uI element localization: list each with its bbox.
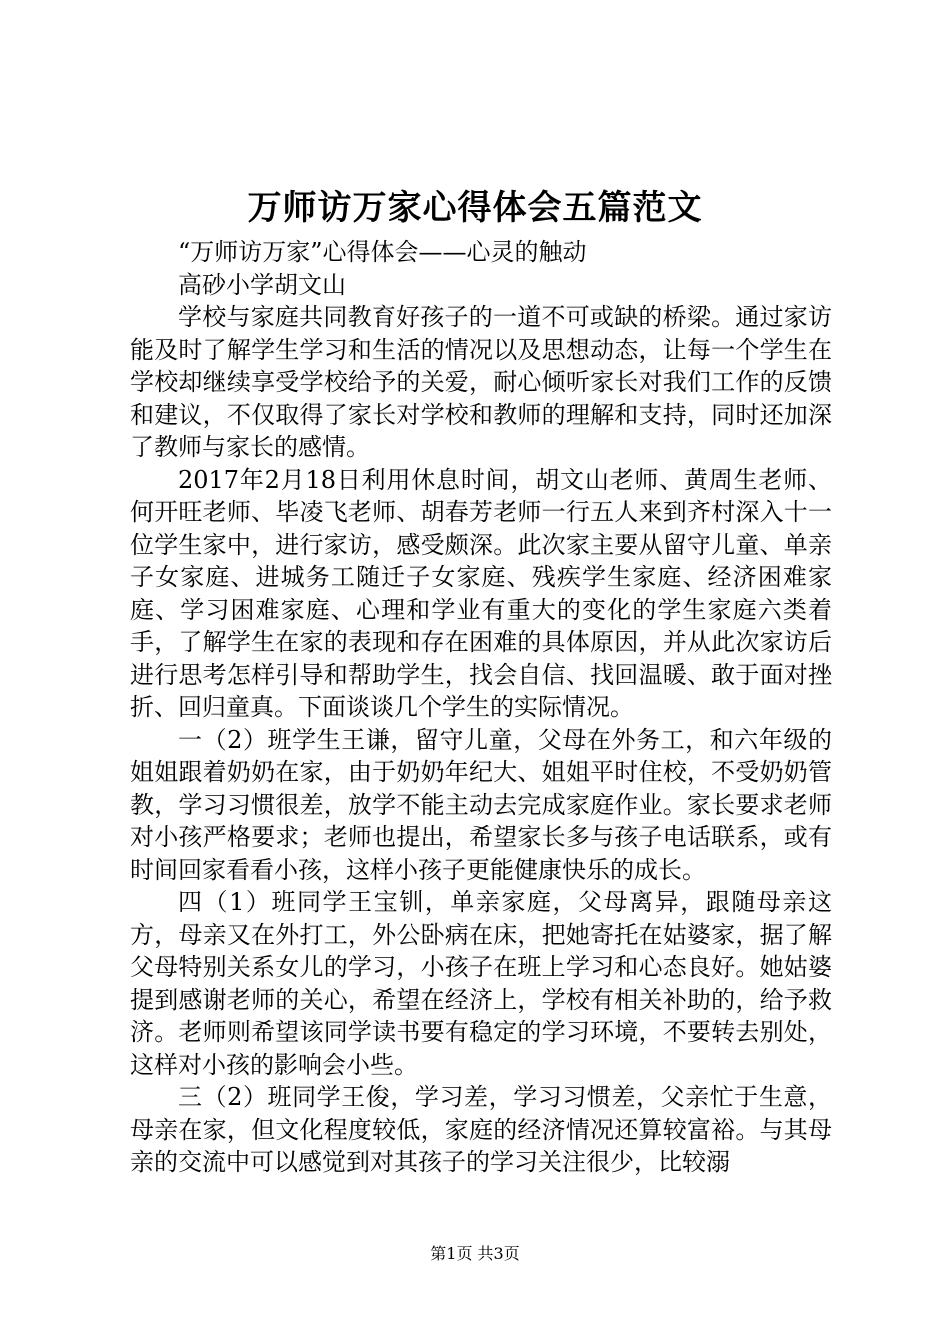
page-number-footer: 第1页 共3页 — [430, 1244, 520, 1263]
subtitle-line: “万师访万家”心得体会——心灵的触动 — [178, 238, 587, 266]
paragraph: 三（2）班同学王俊，学习差，学习习惯差，父亲忙于生意，母亲在家，但文化程度较低，家庭的经济情况还算较富裕。与其母亲的交流中可以感觉到对其孩子的学习关注很少，比较溺 — [130, 1083, 832, 1176]
document-body — [130, 236, 832, 1179]
paragraph: 一（2）班学生王谦，留守儿童，父母在外务工，和六年级的姐姐跟着奶奶在家，由于奶奶年纪大、姐姐平时住校，不受奶奶管教，学习习惯很差，放学不能主动去完成家庭作业。家长要求老师对小孩严格要求；老师也提出，希望家长多与孩子电话联系，或有时间回家看看小孩，这样小孩子更能健康快乐的成长。 — [130, 725, 832, 884]
paragraph: 学校与家庭共同教育好孩子的一道不可或缺的桥梁。通过家访能及时了解学生学习和生活的情况以及思想动态，让每一个学生在学校却继续享受学校给予的关爱，耐心倾听家长对我们工作的反馈和建议，不仅取得了家长对学校和教师的理解和支持，同时还加深了教师与家长的感情。 — [130, 303, 832, 461]
paragraph: 四（1）班同学王宝钏，单亲家庭，父母离异，跟随母亲这方，母亲又在外打工，外公卧病在床，把她寄托在姑婆家，据了解父母特别关系女儿的学习，小孩子在班上学习和心态良好。她姑婆提到感谢老师的关心，希望在经济上，学校有相关补助的，给予救济。老师则希望该同学读书要有稳定的学习环境，不要转去别处，这样对小孩的影响会小些。 — [130, 888, 832, 1079]
author-line: 高砂小学胡文山 — [178, 270, 346, 299]
document-title: 万师访万家心得体会五篇范文 — [247, 188, 703, 228]
paragraph: 2017年2月18日利用休息时间，胡文山老师、黄周生老师、何开旺老师、毕凌飞老师、胡春芳老师一行五人来到齐村深入十一位学生家中，进行家访，感受颇深。此次家主要从留守儿童、单亲子女家庭、进城务工随迁子女家庭、残疾学生家庭、经济困难家庭、学习困难家庭、心理和学业有重大的变化的学生家庭六类着手，了解学生在家的表现和存在困难的具体原因，并从此次家访后进行思考怎样引导和帮助学生，找会自信、找回温暖、敢于面对挫折、回归童真。下面谈谈几个学生的实际情况。 — [130, 465, 832, 721]
